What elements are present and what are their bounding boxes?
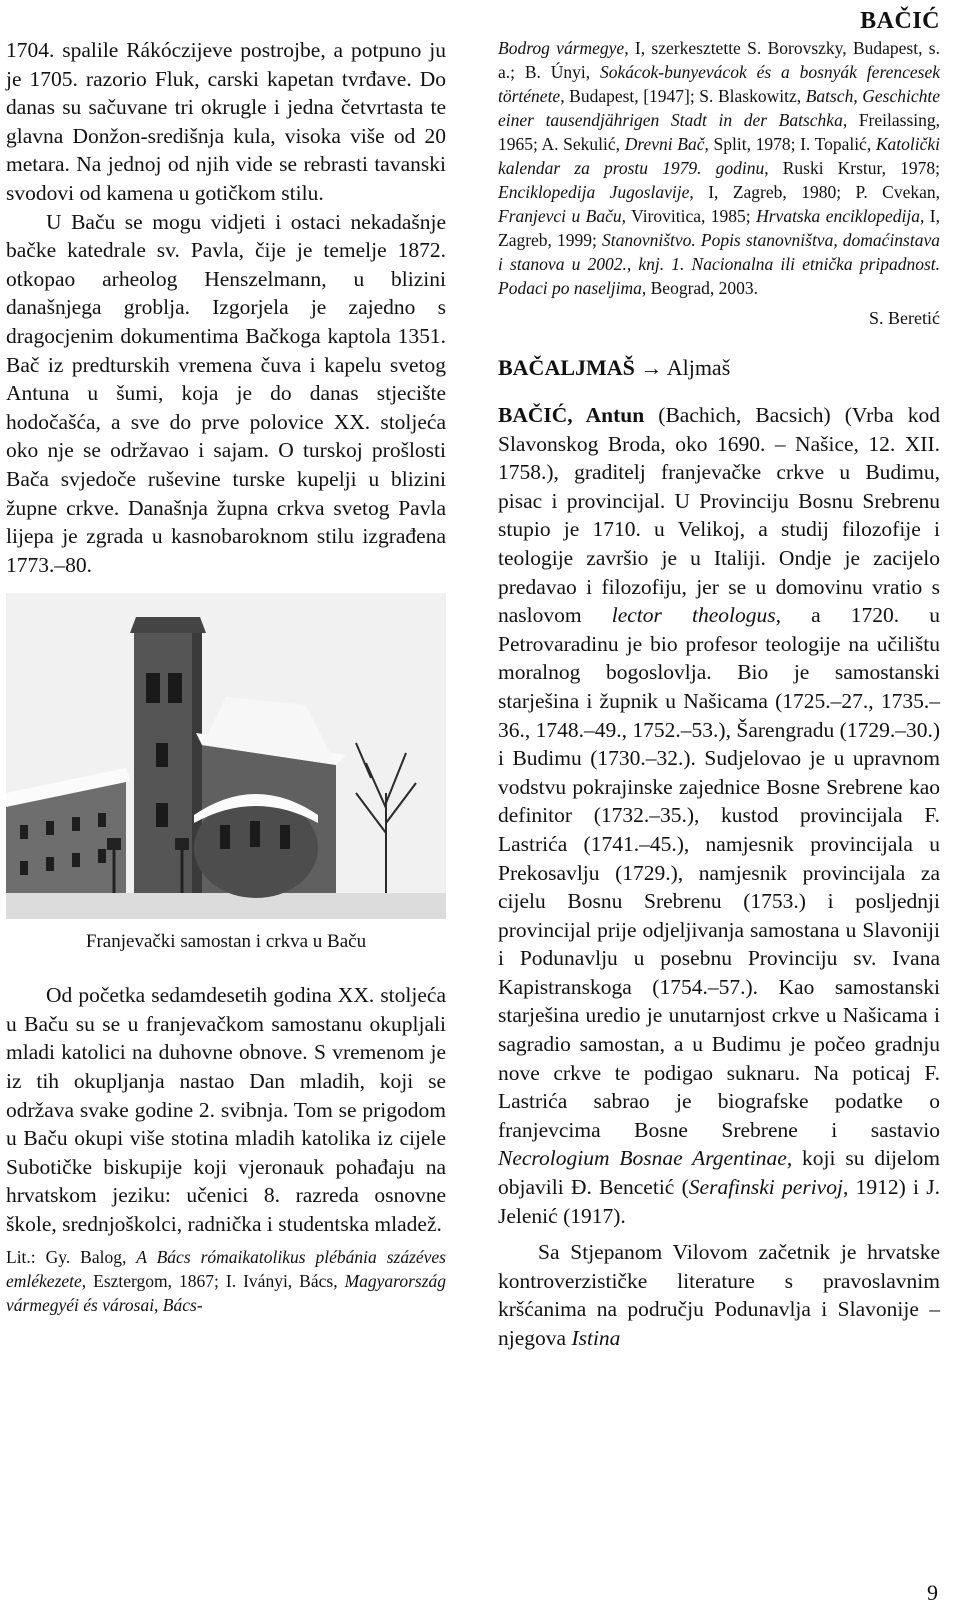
lit-title: Batsch, Geschichte einer tausendjährigen Stadt in der Batschka	[498, 86, 941, 130]
lit-text: , Esztergom, 1867; I. Iványi, Bács,	[81, 1270, 345, 1291]
lit-text: , Split, 1978; I. Topalić,	[704, 134, 876, 154]
right-column	[498, 36, 940, 1353]
lit-title: Enciklopedija Jugoslavije	[498, 182, 690, 202]
entry-text: , a 1720. u Petrovaradinu je bio profesor teologije na učilištu moralnog bogoslovlja. Bio je samostanski starješina i župnik u Našicama (1725.–27., 1735.–36., 1748.–49., 1752.–53.), Šarengradu (1729.–30.) i Budimu (1730.–32.). Sudjelovao je u upravnom vodstvu pokrajinske zajednice Bosne Srebrene kao definitor (1732.–35.), kustod provincijala F. Lastrića (1741.–45.), namjesnik provincijala u Prekosavlju (1729.), namjesnik provincijala za cijelu Bosnu Srebrenu (1753.) i posljednji provincijal prije odjeljivanja samostana u Slavoniji i Podunavlju u posebnu Provinciju sv. Ivana Kapistranskoga (1754.–57.). Kao samostanski starješina uredio je unutarnjost crkve u Našicama i sagradio samostan, a u Budimu je počeo gradnju nove crkve te podigao suknaru. Na poticaj F. Lastrića sabrao je biografske podatke o franjevcima Bosne Srebrene i sastavio	[498, 603, 940, 1142]
entry-italic: Istina	[571, 1326, 621, 1350]
left-column	[6, 36, 446, 1317]
lit-text: , Freilassing, 1965; A. Sekulić,	[498, 110, 940, 154]
lit-title: Stanovništvo. Popis stanovništva, domaćinstava i stanova u 2002., knj. 1. Nacionalna ili etnička pripadnost. Podaci po naseljima	[498, 230, 940, 298]
literature-list	[6, 1245, 446, 1317]
arrow-icon: →	[640, 355, 663, 380]
entry-text: , 1912) i J. Jelenić (1917).	[498, 1175, 941, 1228]
lit-title: Bodrog vármegye	[498, 38, 625, 58]
photo-caption: Franjevački samostan i crkva u Baču	[85, 931, 367, 953]
church-photo	[6, 593, 446, 919]
cross-reference	[498, 355, 940, 381]
xref-target[interactable]: Aljmaš	[666, 355, 731, 380]
entry-headword: BAČIĆ, Antun	[498, 403, 645, 427]
lit-text: Gy. Balog,	[35, 1246, 137, 1267]
lit-text: , Ruski Krstur, 1978;	[764, 158, 940, 178]
lit-title: Sokácok-bunyevácok és a bosnyák ferencesek története	[498, 62, 940, 106]
paragraph-1: 1704. spalile Rákóczijeve postrojbe, a potpuno ju je 1705. razorio Fluk, carski kapetan tvrđave. Do danas su sačuvane tri okrugle i jedna četvrtasta te glavna Donžon-središnja kula, visoka više od 20 metara. Na jednoj od njih vide se rebrasti tavanski svodovi od kamena u gotičkom stilu.	[6, 38, 446, 205]
literature-continued	[498, 36, 940, 300]
lit-title: A Bács rómaikatolikus plébánia százéves emlékezete	[6, 1246, 446, 1291]
lit-text: , Budapest, [1947]; S. Blaskowitz,	[560, 86, 806, 106]
lit-text: , Virovitica, 1985;	[621, 206, 757, 226]
lit-title: Drevni Bač	[624, 134, 705, 154]
lit-title: Magyarország vármegyéi és városai, Bács-	[6, 1270, 446, 1315]
lit-title: Katolički kalendar za prostu 1979. godinu	[498, 134, 940, 178]
literature-label: Lit.:	[6, 1246, 36, 1267]
entry-paragraph-1	[498, 401, 940, 1230]
entry-text: (Bachich, Bacsich) (Vrba kod Slavonskog Broda, oko 1690. – Našice, 12. XII. 1758.), graditelj franjevačke crkve u Budimu, pisac i provincijal. U Provinciju Bosnu Srebrenu stupio je 1710. u Velikoj, a studij filozofije i teologije završio je u Italiji. Ondje je zacijelo predavao i filozofiju, jer se u domovinu vratio s naslovom	[498, 403, 940, 628]
entry-paragraph-2	[498, 1238, 940, 1352]
lit-title: Franjevci u Baču	[498, 206, 622, 226]
entry-italic: Necrologium Bosnae Argentinae	[498, 1146, 787, 1171]
lit-text: , I, Zagreb, 1980; P. Cvekan,	[689, 182, 941, 202]
page-number: 9	[927, 1580, 938, 1605]
running-head: BAČIĆ	[860, 8, 940, 34]
lit-title: Hrvatska enciklopedija	[756, 206, 920, 226]
lit-text: , I, szerkesztette S. Borovszky, Budapest, s. a.; B. Únyi,	[498, 38, 940, 82]
entry-text: , koji su dijelom objavili Đ. Bencetić (	[498, 1146, 941, 1200]
church-illustration	[6, 593, 446, 919]
lit-text: , I, Zagreb, 1999;	[498, 206, 940, 250]
author-signature: S. Beretić	[869, 308, 940, 328]
entry-italic: Serafinski perivoj	[688, 1175, 843, 1200]
entry-text: Sa Stjepanom Vilovom začetnik je hrvatske kontroverzističke literature s pravoslavnim kršćanima na području Podunavlja i Slavonije – njegova	[498, 1240, 940, 1350]
paragraph-3: Od početka sedamdesetih godina XX. stoljeća u Baču su se u franjevačkom samostanu okupljali mladi katolici na duhovne obnove. S vremenom je iz tih okupljanja nastao Dan mladih, koji se održava svake godine 2. svibnja. Tom se prigodom u Baču okupi više stotina mladih katolika iz cijele Subotičke biskupije koji vjeronauk pohađaju na hrvatskom jeziku: učenici 8. razreda osnovne škole, srednjoškolci, radnička i studentska mladež.	[6, 983, 446, 1237]
paragraph-2: U Baču se mogu vidjeti i ostaci nekadašnje bačke katedrale sv. Pavla, čije je temelje 1872. otkopao arheolog Henszelmann, u blizini današnjega groblja. Izgorjela je zajedno s dragocjenim dokumentima Bačkoga kaptola 1351. Bač iz predturskih vremena čuva i kapelu svetog Antuna u šumi, koja je do danas stjecište hodočašća, a sve do prve polovice XX. stoljeća oko nje se održavao i sajam. O turskoj prošlosti Bača svjedoče ruševine turske kupelji u blizini župne crkve. Današnja župna crkva svetog Pavla lijepa je zgrada u kasnobaroknom stilu izgrađena 1773.–80.	[6, 209, 446, 577]
entry-italic: lector theologus	[611, 603, 776, 628]
xref-headword: BAČALJMAŠ	[498, 355, 635, 380]
lit-text: , Beograd, 2003.	[641, 278, 759, 298]
